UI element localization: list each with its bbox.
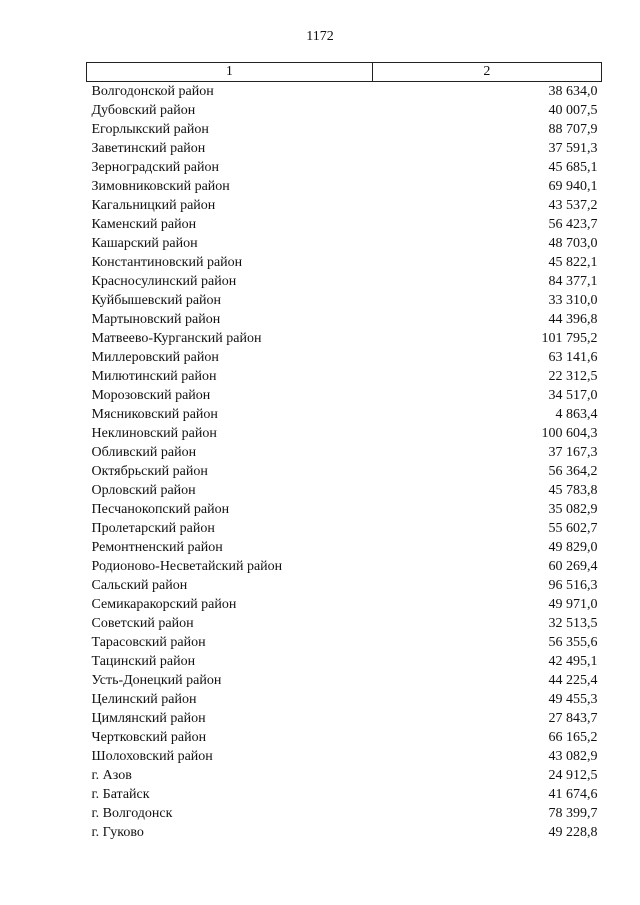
amount-value: 37 167,3 <box>548 445 598 460</box>
district-name: Чертковский район <box>91 730 207 745</box>
amount-value: 43 082,9 <box>548 749 598 764</box>
amount-value: 24 912,5 <box>548 768 598 783</box>
table-row <box>87 614 602 633</box>
district-name: Целинский район <box>91 692 197 707</box>
district-name: Матвеево-Курганский район <box>91 331 262 346</box>
amount-value: 69 940,1 <box>548 179 598 194</box>
district-name: Константиновский район <box>91 255 243 270</box>
table-row <box>87 348 602 367</box>
district-name: Мартыновский район <box>91 312 221 327</box>
amount-value: 37 591,3 <box>548 141 598 156</box>
table-row <box>87 709 602 728</box>
table-row <box>87 443 602 462</box>
district-name: Мясниковский район <box>91 407 218 422</box>
amount-value: 44 396,8 <box>548 312 598 327</box>
amount-value: 35 082,9 <box>548 502 598 517</box>
table-row <box>87 633 602 652</box>
district-name: Куйбышевский район <box>91 293 222 308</box>
district-name: Кагальницкий район <box>91 198 216 213</box>
table-row <box>87 785 602 804</box>
table-row <box>87 177 602 196</box>
table-row <box>87 557 602 576</box>
district-name: Заветинский район <box>91 141 206 156</box>
amount-value: 45 822,1 <box>548 255 598 270</box>
district-name: Шолоховский район <box>91 749 213 764</box>
column-header-2: 2 <box>372 63 601 82</box>
district-name: г. Батайск <box>91 787 150 802</box>
table-row <box>87 310 602 329</box>
table-row <box>87 728 602 747</box>
amount-value: 40 007,5 <box>548 103 598 118</box>
amount-value: 63 141,6 <box>548 350 598 365</box>
table-row <box>87 576 602 595</box>
amount-value: 66 165,2 <box>548 730 598 745</box>
table-row <box>87 405 602 424</box>
table-row <box>87 101 602 120</box>
table-row <box>87 329 602 348</box>
amount-value: 88 707,9 <box>548 122 598 137</box>
district-name: г. Гуково <box>91 825 144 840</box>
column-header-1: 1 <box>87 63 373 82</box>
table-row <box>87 139 602 158</box>
amount-value: 96 516,3 <box>548 578 598 593</box>
amount-value: 100 604,3 <box>541 426 598 441</box>
district-name: Цимлянский район <box>91 711 206 726</box>
amount-value: 45 685,1 <box>548 160 598 175</box>
district-name: Песчанокопский район <box>91 502 230 517</box>
table-row <box>87 253 602 272</box>
amount-value: 48 703,0 <box>548 236 598 251</box>
table-row <box>87 158 602 177</box>
table-row <box>87 291 602 310</box>
amount-value: 42 495,1 <box>548 654 598 669</box>
district-name: г. Волгодонск <box>91 806 173 821</box>
district-name: Миллеровский район <box>91 350 219 365</box>
district-name: Тацинский район <box>91 654 196 669</box>
district-name: г. Азов <box>91 768 132 783</box>
amount-value: 84 377,1 <box>548 274 598 289</box>
amount-value: 33 310,0 <box>548 293 598 308</box>
amount-value: 44 225,4 <box>548 673 598 688</box>
district-name: Обливский район <box>91 445 197 460</box>
district-name: Семикаракорский район <box>91 597 237 612</box>
district-name: Сальский район <box>91 578 188 593</box>
amount-value: 49 971,0 <box>548 597 598 612</box>
district-name: Каменский район <box>91 217 197 232</box>
amount-value: 43 537,2 <box>548 198 598 213</box>
table-row <box>87 424 602 443</box>
table-row <box>87 196 602 215</box>
district-name: Волгодонской район <box>91 84 214 99</box>
amount-value: 101 795,2 <box>541 331 598 346</box>
table-row <box>87 82 602 102</box>
district-name: Красносулинский район <box>91 274 237 289</box>
amount-value: 55 602,7 <box>548 521 598 536</box>
district-name: Дубовский район <box>91 103 196 118</box>
amount-value: 49 228,8 <box>548 825 598 840</box>
table-row <box>87 747 602 766</box>
amount-value: 41 674,6 <box>548 787 598 802</box>
amount-value: 45 783,8 <box>548 483 598 498</box>
table-row <box>87 386 602 405</box>
district-name: Пролетарский район <box>91 521 215 536</box>
district-name: Кашарский район <box>91 236 198 251</box>
amount-value: 49 455,3 <box>548 692 598 707</box>
amount-value: 49 829,0 <box>548 540 598 555</box>
amount-value: 78 399,7 <box>548 806 598 821</box>
table-row <box>87 462 602 481</box>
district-name: Зерноградский район <box>91 160 219 175</box>
amount-value: 38 634,0 <box>548 84 598 99</box>
table-row <box>87 766 602 785</box>
district-name: Морозовский район <box>91 388 211 403</box>
district-name: Зимовниковский район <box>91 179 230 194</box>
district-name: Усть-Донецкий район <box>91 673 222 688</box>
table-row <box>87 519 602 538</box>
district-name: Октябрьский район <box>91 464 208 479</box>
amount-value: 22 312,5 <box>548 369 598 384</box>
table-row <box>87 652 602 671</box>
table-row <box>87 671 602 690</box>
district-name: Милютинский район <box>91 369 217 384</box>
district-name: Советский район <box>91 616 194 631</box>
district-name: Неклиновский район <box>91 426 217 441</box>
district-name: Ремонтненский район <box>91 540 223 555</box>
amount-value: 32 513,5 <box>548 616 598 631</box>
table-header <box>87 63 602 82</box>
table-row <box>87 804 602 823</box>
amount-value: 4 863,4 <box>555 407 598 422</box>
district-name: Тарасовский район <box>91 635 206 650</box>
table-row <box>87 538 602 557</box>
allocation-table <box>86 62 602 842</box>
table-row <box>87 272 602 291</box>
table-row <box>87 215 602 234</box>
district-name: Егорлыкский район <box>91 122 209 137</box>
page-number: 1172 <box>306 29 334 44</box>
header-row <box>87 63 602 82</box>
amount-value: 60 269,4 <box>548 559 598 574</box>
table-row <box>87 120 602 139</box>
table-row <box>87 481 602 500</box>
district-name: Орловский район <box>91 483 196 498</box>
district-name: Родионово-Несветайский район <box>91 559 283 574</box>
table-row <box>87 595 602 614</box>
table-row <box>87 234 602 253</box>
amount-value: 34 517,0 <box>548 388 598 403</box>
table-row <box>87 500 602 519</box>
table-body <box>87 82 602 843</box>
table-row <box>87 823 602 842</box>
table-row <box>87 690 602 709</box>
amount-value: 56 355,6 <box>548 635 598 650</box>
table-row <box>87 367 602 386</box>
amount-value: 56 364,2 <box>548 464 598 479</box>
amount-value: 27 843,7 <box>548 711 598 726</box>
amount-value: 56 423,7 <box>548 217 598 232</box>
